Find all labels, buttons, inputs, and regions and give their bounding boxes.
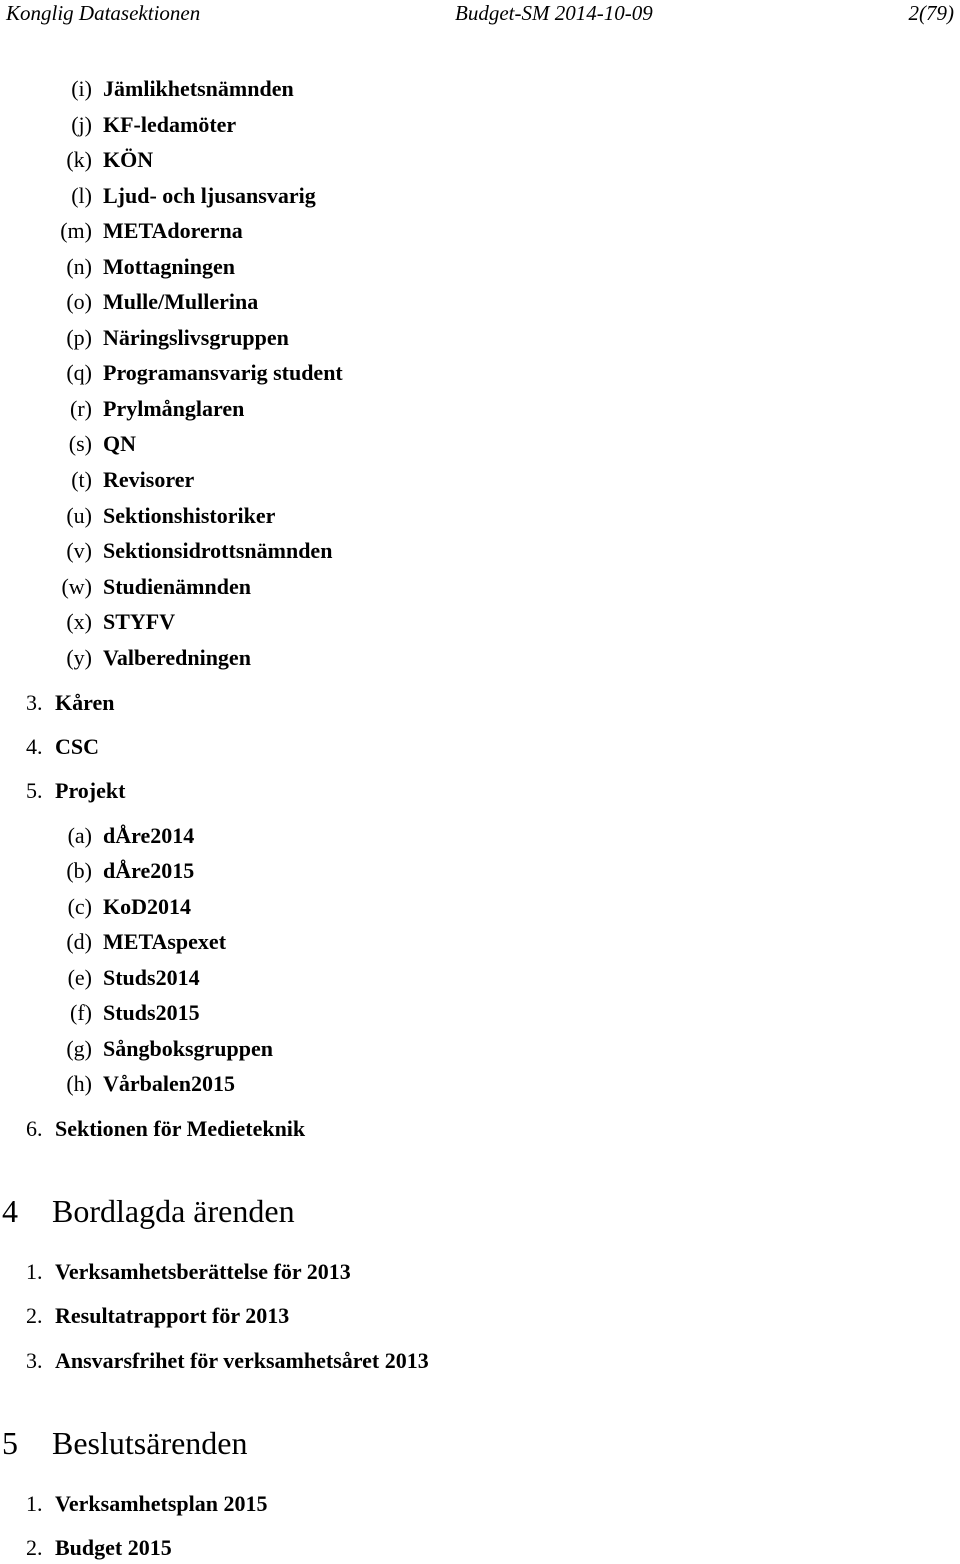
list-item-text: Ljud- och ljusansvarig <box>103 183 316 208</box>
list-item-label: (a) <box>67 823 92 848</box>
list-item-text: KÖN <box>103 147 154 172</box>
numbered-item-text: Projekt <box>55 778 126 803</box>
list-item-label: (r) <box>70 396 92 421</box>
numbered-item-text: Verksamhetsplan 2015 <box>55 1491 268 1516</box>
numbered-item <box>0 689 600 717</box>
list-item-text: STYFV <box>103 609 176 634</box>
numbered-item-number: 4. <box>26 734 43 759</box>
numbered-item <box>0 777 600 805</box>
numbered-item <box>0 733 600 761</box>
numbered-item-text: Resultatrapport för 2013 <box>55 1303 290 1328</box>
list-item <box>0 395 600 423</box>
list-item <box>0 217 600 245</box>
numbered-item <box>0 1115 600 1143</box>
list-item-text: Revisorer <box>103 467 195 492</box>
list-item <box>0 644 600 672</box>
list-item-label: (u) <box>66 503 92 528</box>
list-item <box>0 182 600 210</box>
list-item-label: (i) <box>71 76 92 101</box>
list-item-text: QN <box>103 431 136 456</box>
list-item-text: Vårbalen2015 <box>103 1071 235 1096</box>
list-item <box>0 253 600 281</box>
list-item-label: (w) <box>61 574 92 599</box>
numbered-item-number: 3. <box>26 1348 43 1373</box>
list-item-label: (d) <box>66 929 92 954</box>
list-item <box>0 1035 600 1063</box>
list-item-label: (f) <box>70 1000 92 1025</box>
numbered-item-number: 3. <box>26 690 43 715</box>
list-item-text: dÅre2015 <box>103 858 195 883</box>
list-item-label: (c) <box>67 894 92 919</box>
list-item-text: Programansvarig student <box>103 360 343 385</box>
numbered-item-text: Ansvarsfrihet för verksamhetsåret 2013 <box>55 1348 429 1373</box>
list-item <box>0 573 600 601</box>
list-item-text: Näringslivsgruppen <box>103 325 289 350</box>
list-item <box>0 1070 600 1098</box>
list-item <box>0 288 600 316</box>
list-item-label: (k) <box>66 147 92 172</box>
list-item-text: Jämlikhetsnämnden <box>103 76 294 101</box>
list-item-text: KF-ledamöter <box>103 112 237 137</box>
section-title: Bordlagda ärenden <box>52 1193 295 1229</box>
list-item-label: (x) <box>66 609 92 634</box>
numbered-item <box>0 1534 600 1562</box>
section-number: 5 <box>2 1425 18 1461</box>
list-item-label: (s) <box>68 431 92 456</box>
header-organization: Konglig Datasektionen <box>6 1 201 25</box>
section-heading <box>0 1192 600 1230</box>
list-item <box>0 146 600 174</box>
list-item-label: (q) <box>66 360 92 385</box>
numbered-item-number: 2. <box>26 1535 43 1560</box>
section-heading <box>0 1424 600 1462</box>
list-item-label: (p) <box>66 325 92 350</box>
list-item-text: METAspexet <box>103 929 227 954</box>
section-number: 4 <box>2 1193 18 1229</box>
list-item <box>0 537 600 565</box>
header-page-number: 2(79) <box>908 1 954 25</box>
list-item-text: Mottagningen <box>103 254 235 279</box>
list-item-label: (g) <box>66 1036 92 1061</box>
list-item-label: (o) <box>66 289 92 314</box>
list-item <box>0 466 600 494</box>
list-item <box>0 999 600 1027</box>
numbered-item-text: Sektionen för Medieteknik <box>55 1116 306 1141</box>
header-document-title: Budget-SM 2014-10-09 <box>455 1 653 25</box>
numbered-item-number: 1. <box>26 1491 43 1516</box>
list-item <box>0 75 600 103</box>
numbered-item-text: Budget 2015 <box>55 1535 172 1560</box>
list-item <box>0 324 600 352</box>
list-item-text: Sektionsidrottsnämnden <box>103 538 333 563</box>
numbered-item-number: 1. <box>26 1259 43 1284</box>
list-item <box>0 893 600 921</box>
numbered-item-text: Kåren <box>55 690 115 715</box>
list-item-label: (e) <box>67 965 92 990</box>
list-item <box>0 111 600 139</box>
list-item-text: Valberedningen <box>103 645 251 670</box>
list-item-text: KoD2014 <box>103 894 191 919</box>
list-item-label: (h) <box>66 1071 92 1096</box>
list-item-label: (v) <box>66 538 92 563</box>
list-item-text: Mulle/Mullerina <box>103 289 259 314</box>
list-item-text: METAdorerna <box>103 218 243 243</box>
numbered-item <box>0 1258 600 1286</box>
list-item-label: (b) <box>66 858 92 883</box>
numbered-item <box>0 1490 600 1518</box>
numbered-item-number: 2. <box>26 1303 43 1328</box>
list-item-text: Sångboksgruppen <box>103 1036 273 1061</box>
page-header <box>0 0 960 26</box>
numbered-item-number: 6. <box>26 1116 43 1141</box>
list-item-text: dÅre2014 <box>103 823 195 848</box>
list-item-label: (m) <box>60 218 92 243</box>
list-item <box>0 502 600 530</box>
list-item <box>0 359 600 387</box>
numbered-item-text: CSC <box>55 734 100 759</box>
list-item-text: Prylmånglaren <box>103 396 245 421</box>
list-item-label: (y) <box>66 645 92 670</box>
list-item <box>0 430 600 458</box>
list-item-text: Studienämnden <box>103 574 251 599</box>
list-item <box>0 822 600 850</box>
list-item-label: (j) <box>71 112 92 137</box>
numbered-item <box>0 1347 600 1375</box>
numbered-item-text: Verksamhetsberättelse för 2013 <box>55 1259 351 1284</box>
list-item <box>0 964 600 992</box>
list-item-label: (t) <box>71 467 92 492</box>
list-item <box>0 608 600 636</box>
numbered-item-number: 5. <box>26 778 43 803</box>
list-item-text: Sektionshistoriker <box>103 503 276 528</box>
list-item <box>0 857 600 885</box>
list-item-label: (n) <box>66 254 92 279</box>
list-item-label: (l) <box>71 183 92 208</box>
list-item-text: Studs2014 <box>103 965 200 990</box>
section-title: Beslutsärenden <box>52 1425 248 1461</box>
list-item-text: Studs2015 <box>103 1000 200 1025</box>
list-item <box>0 928 600 956</box>
numbered-item <box>0 1302 600 1330</box>
